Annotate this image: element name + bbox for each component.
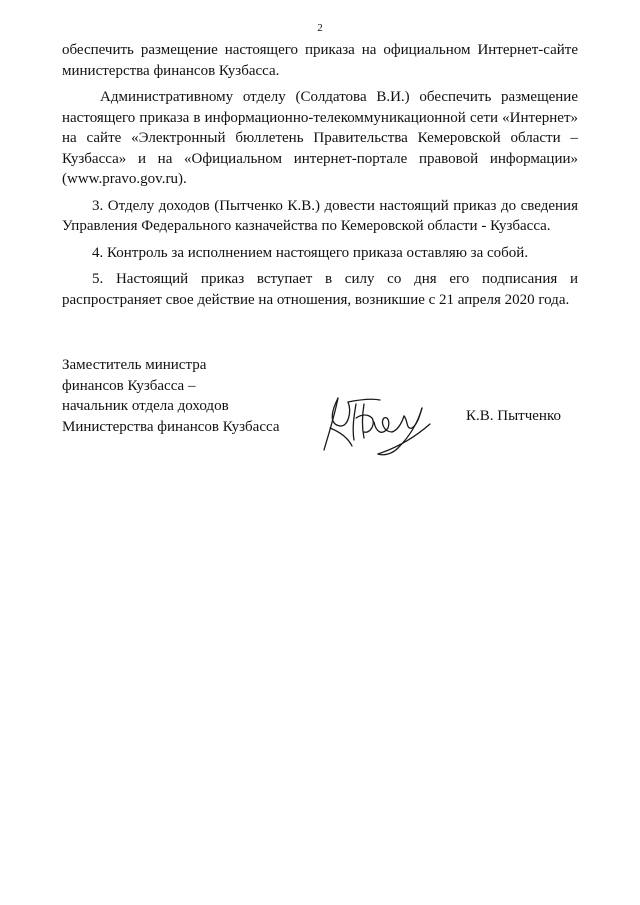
document-body xyxy=(62,40,578,316)
signer-name: К.В. Пытченко xyxy=(466,408,561,424)
paragraph-continuation: обеспечить размещение настоящего приказа на официальном Интернет-сайте министерства финансов Кузбасса. xyxy=(62,42,578,79)
position-line: начальник отдела доходов xyxy=(62,398,229,414)
paragraph-item-4: 4. Контроль за исполнением настоящего приказа оставляю за собой. xyxy=(92,244,529,261)
page-number: 2 xyxy=(317,22,323,34)
position-line: финансов Кузбасса – xyxy=(62,377,196,394)
paragraph-admin-department: Административному отделу (Солдатова В.И.) обеспечить размещение настоящего приказа в информационно-телекоммуникационной сети «Интернет» на сайте «Электронный бюллетень Правительства Кемеровской области – Кузбасса» и на «Официальном интернет-портале правовой информации» (www.pravo.gov.ru). xyxy=(62,89,578,187)
handwritten-signature xyxy=(318,388,438,460)
paragraph-item-5: 5. Настоящий приказ вступает в силу со дня его подписания и распространяет свое действие на отношения, возникшие с 21 апреля 2020 года. xyxy=(62,271,578,308)
paragraph-item-3: 3. Отделу доходов (Пытченко К.В.) довести настоящий приказ до сведения Управления Федерального казначейства по Кемеровской области - Кузбасса. xyxy=(62,197,578,234)
position-line: Заместитель министра xyxy=(62,357,207,373)
signatory-position xyxy=(62,355,280,437)
position-line: Министерства финансов Кузбасса xyxy=(62,418,280,435)
